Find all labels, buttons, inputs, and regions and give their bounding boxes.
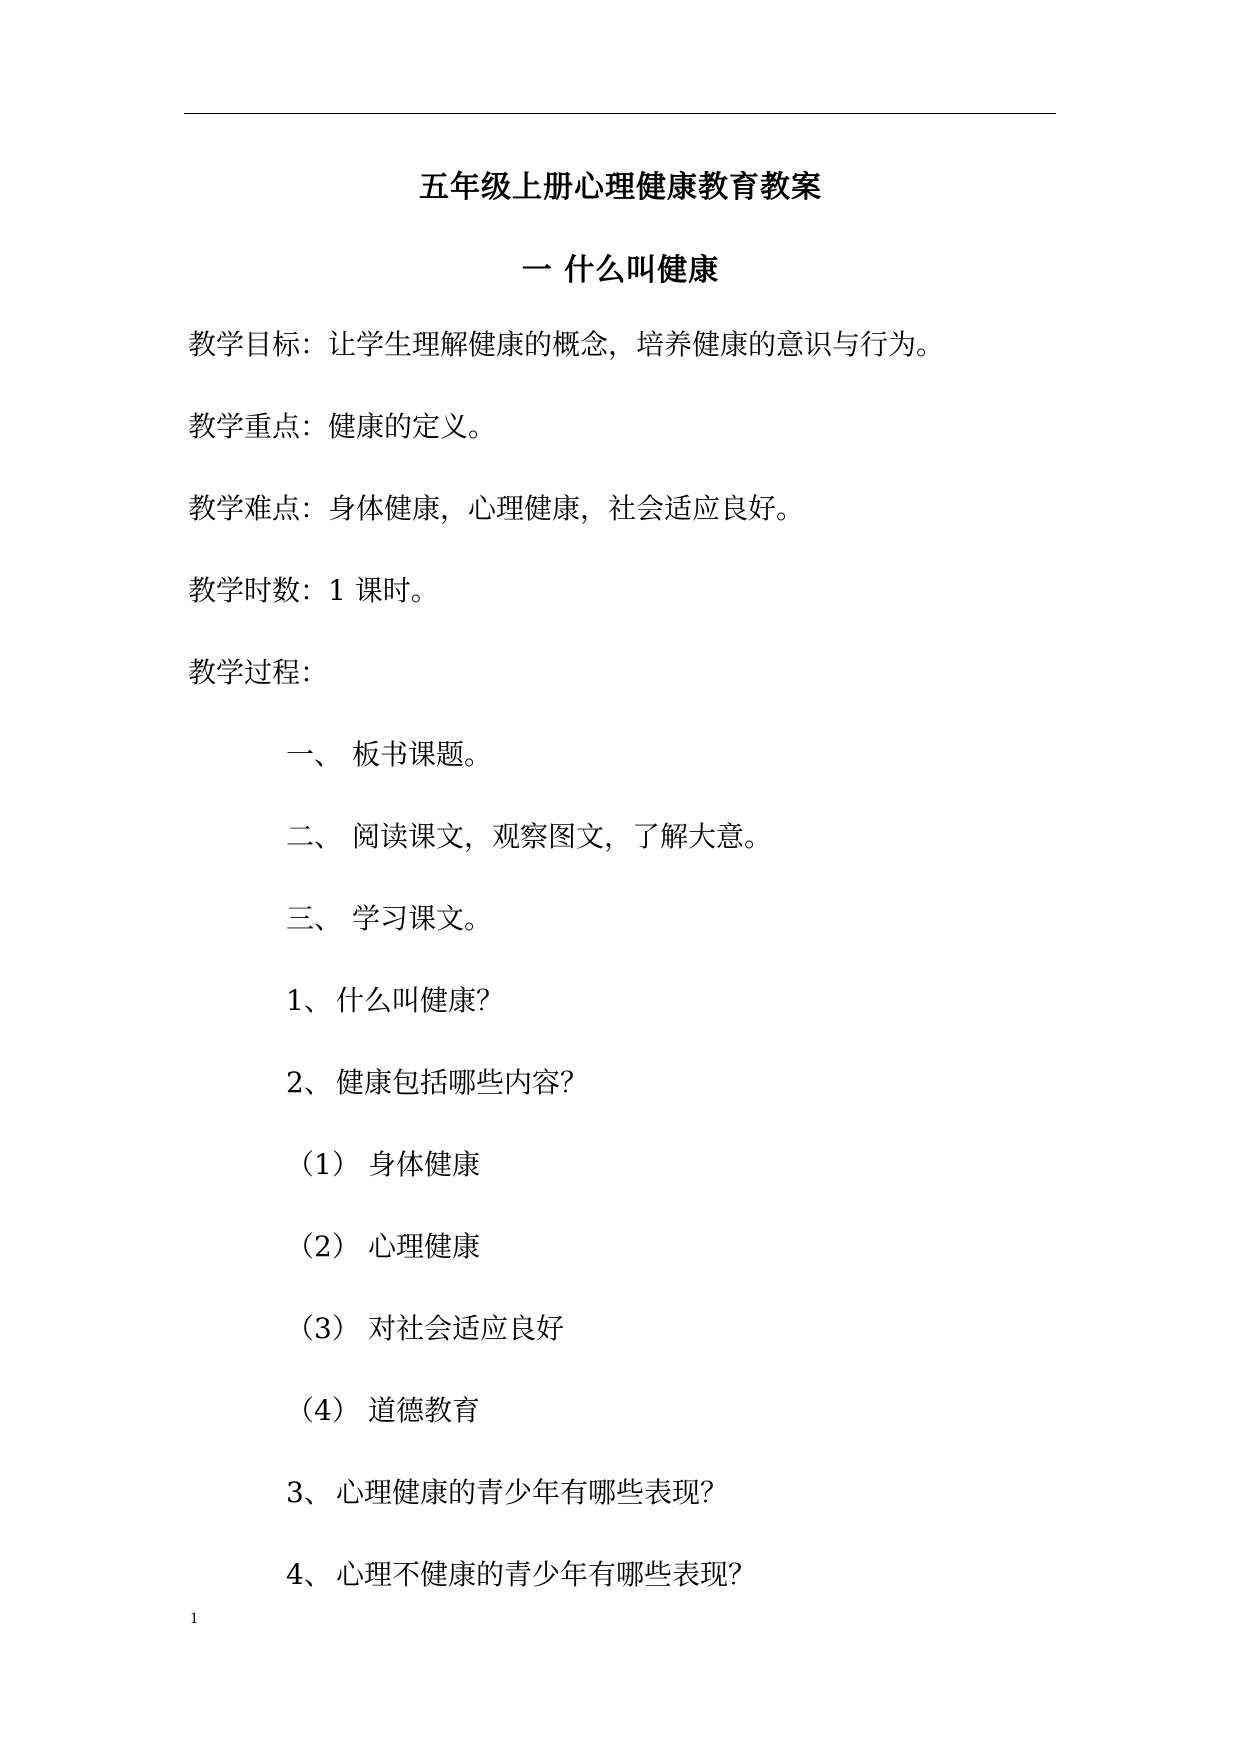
process-step xyxy=(286,738,492,772)
content-text: 对社会适应良好 xyxy=(368,1312,565,1345)
header-rule xyxy=(184,113,1056,114)
content-item xyxy=(286,1148,480,1182)
question-item xyxy=(286,1476,728,1510)
step-marker: 二、 xyxy=(286,820,343,853)
content-item xyxy=(286,1394,480,1428)
teaching-difficulty: 教学难点：身体健康，心理健康，社会适应良好。 xyxy=(188,492,805,525)
teaching-key-point: 教学重点：健康的定义。 xyxy=(188,410,497,443)
teaching-process-label: 教学过程： xyxy=(188,656,329,689)
question-text: 健康包括哪些内容？ xyxy=(336,1066,589,1099)
page-number: 1 xyxy=(190,1610,198,1627)
question-text: 心理不健康的青少年有哪些表现？ xyxy=(336,1558,757,1591)
teaching-objective: 教学目标：让学生理解健康的概念，培养健康的意识与行为。 xyxy=(188,328,945,361)
content-text: 身体健康 xyxy=(368,1148,481,1181)
question-item xyxy=(286,1066,588,1100)
content-text: 道德教育 xyxy=(368,1394,481,1427)
content-item xyxy=(286,1230,480,1264)
question-marker: 4、 xyxy=(286,1558,332,1591)
content-item xyxy=(286,1312,564,1346)
step-text: 学习课文。 xyxy=(352,902,493,935)
step-marker: 一、 xyxy=(286,738,343,771)
document-title: 五年级上册心理健康教育教案 xyxy=(419,170,822,205)
lesson-title: 一 什么叫健康 xyxy=(521,253,720,288)
question-text: 心理健康的青少年有哪些表现？ xyxy=(336,1476,729,1509)
process-step xyxy=(286,902,492,936)
content-marker: （4） xyxy=(286,1394,360,1427)
step-marker: 三、 xyxy=(286,902,343,935)
teaching-hours: 教学时数：1 课时。 xyxy=(188,574,439,607)
content-marker: （3） xyxy=(286,1312,360,1345)
content-marker: （1） xyxy=(286,1148,360,1181)
question-marker: 3、 xyxy=(286,1476,332,1509)
question-item xyxy=(286,1558,756,1592)
process-step xyxy=(286,820,772,854)
question-marker: 1、 xyxy=(286,984,332,1017)
step-text: 板书课题。 xyxy=(352,738,493,771)
question-marker: 2、 xyxy=(286,1066,332,1099)
question-item xyxy=(286,984,504,1018)
question-text: 什么叫健康？ xyxy=(336,984,505,1017)
content-marker: （2） xyxy=(286,1230,360,1263)
step-text: 阅读课文，观察图文，了解大意。 xyxy=(352,820,773,853)
content-text: 心理健康 xyxy=(368,1230,481,1263)
